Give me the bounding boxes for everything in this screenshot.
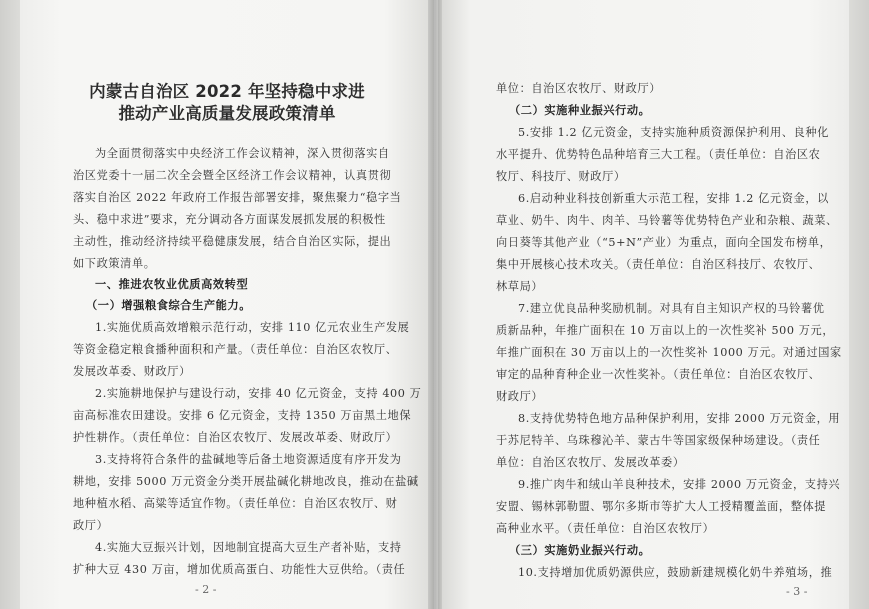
paragraph-line: 8.支持优势特色地方品种保护利用，安排 2000 万元资金，用 [518,412,841,425]
paragraph-line: 单位：自治区农牧厅、财政厅） [496,82,662,95]
paragraph-line: 4.实施大豆振兴计划，因地制宜提高大豆生产者补贴，支持 [95,541,402,554]
paragraph-line: 1.实施优质高效增粮示范行动，安排 110 亿元农业生产发展 [95,321,410,334]
paragraph-line: 安盟、锡林郭勒盟、鄂尔多斯市等扩大人工授精覆盖面，整体提 [496,500,827,513]
document-title-line-2: 推动产业高质量发展政策清单 [118,104,336,123]
paragraph-line: 年推广面积在 30 万亩以上的一次性奖补 1000 万元。对通过国家 [496,346,842,359]
paragraph-line: 5.安排 1.2 亿元资金，支持实施种质资源保护利用、良种化 [518,126,829,139]
document-title-line-1: 内蒙古自治区 2022 年坚持稳中求进 [89,82,365,101]
paragraph-line: 亩高标准农田建设。安排 6 亿元资金，支持 1350 万亩黑土地保 [73,409,412,422]
paragraph-line: 等资金稳定粮食播种面积和产量。（责任单位：自治区农牧厅、 [73,343,398,356]
paragraph-line: 牧厅、科技厅、财政厅） [496,170,626,183]
paragraph-line: 草业、奶牛、肉牛、肉羊、马铃薯等优势特色产业和杂粮、蔬菜、 [496,214,838,227]
paragraph-line: 7.建立优良品种奖励机制。对具有自主知识产权的马铃薯优 [518,302,825,315]
paragraph-line: 治区党委十一届二次全会暨全区经济工作会议精神，认真贯彻 [73,169,392,182]
paragraph-line: 9.推广肉牛和绒山羊良种技术，安排 2000 万元资金，支持兴 [518,478,841,491]
paragraph-line: 头、稳中求进”要求，充分调动各方面谋发展抓发展的积极性 [73,213,386,226]
paragraph-line: 发展改革委、财政厅） [73,365,191,378]
paragraph-line: 林草局） [496,280,544,293]
subsection-heading: （三）实施奶业振兴行动。 [509,543,651,557]
right-page [438,0,849,609]
page-number: - 2 - [195,583,217,596]
paragraph-line: 单位：自治区农牧厅、发展改革委） [496,456,685,469]
paragraph-line: 护性耕作。（责任单位：自治区农牧厅、发展改革委、财政厅） [73,431,398,444]
paragraph-line: 主动性，推动经济持续平稳健康发展，结合自治区实际，提出 [73,235,392,248]
paragraph-line: 水平提升、优势特色品种培育三大工程。（责任单位：自治区农 [496,148,821,161]
paragraph-line: 3.支持将符合条件的盐碱地等后备土地资源适度有序开发为 [95,453,402,466]
paragraph-line: 落实自治区 2022 年政府工作报告部署安排，聚焦聚力“稳字当 [73,191,402,204]
paragraph-line: 地种植水稻、高粱等适宜作物。（责任单位：自治区农牧厅、财 [73,497,398,510]
paragraph-line: 如下政策清单。 [73,257,156,270]
paragraph-line: 于苏尼特羊、乌珠穆沁羊、蒙古牛等国家级保种场建设。（责任 [496,434,821,447]
paragraph-line: 质新品种，年推广面积在 10 万亩以上的一次性奖补 500 万元， [496,324,835,337]
section-heading: 一、推进农牧业优质高效转型 [95,278,249,291]
paragraph-line: 为全面贯彻落实中央经济工作会议精神，深入贯彻落实自 [95,147,390,160]
subsection-heading: （二）实施种业振兴行动。 [509,103,651,117]
page-number: - 3 - [786,585,808,598]
paragraph-line: 6.启动种业科技创新重大示范工程，安排 1.2 亿元资金，以 [518,192,829,205]
paragraph-line: 集中开展核心技术攻关。（责任单位：自治区科技厅、农牧厅、 [496,258,821,271]
subsection-heading: （一）增强粮食综合生产能力。 [86,298,252,312]
paragraph-line: 审定的品种育种企业一次性奖补。（责任单位：自治区农牧厅、 [496,368,821,381]
book-gutter [428,0,442,609]
paragraph-line: 耕地，安排 5000 万元资金分类开展盐碱化耕地改良，推动在盐碱 [73,475,419,488]
paragraph-line: 高种业水平。（责任单位：自治区农牧厅） [496,522,715,535]
paragraph-line: 政厅） [73,519,109,532]
paragraph-line: 10.支持增加优质奶源供应，鼓励新建规模化奶牛养殖场，推 [518,566,833,579]
paragraph-line: 2.实施耕地保护与建设行动，安排 40 亿元资金，支持 400 万 [95,387,422,400]
left-page [20,0,434,609]
paragraph-line: 财政厅） [496,390,544,403]
paragraph-line: 扩种大豆 430 万亩，增加优质高蛋白、功能性大豆供给。（责任 [73,563,406,576]
paragraph-line: 向日葵等其他产业（“5+N”产业）为重点，面向全国发布榜单， [496,236,832,249]
